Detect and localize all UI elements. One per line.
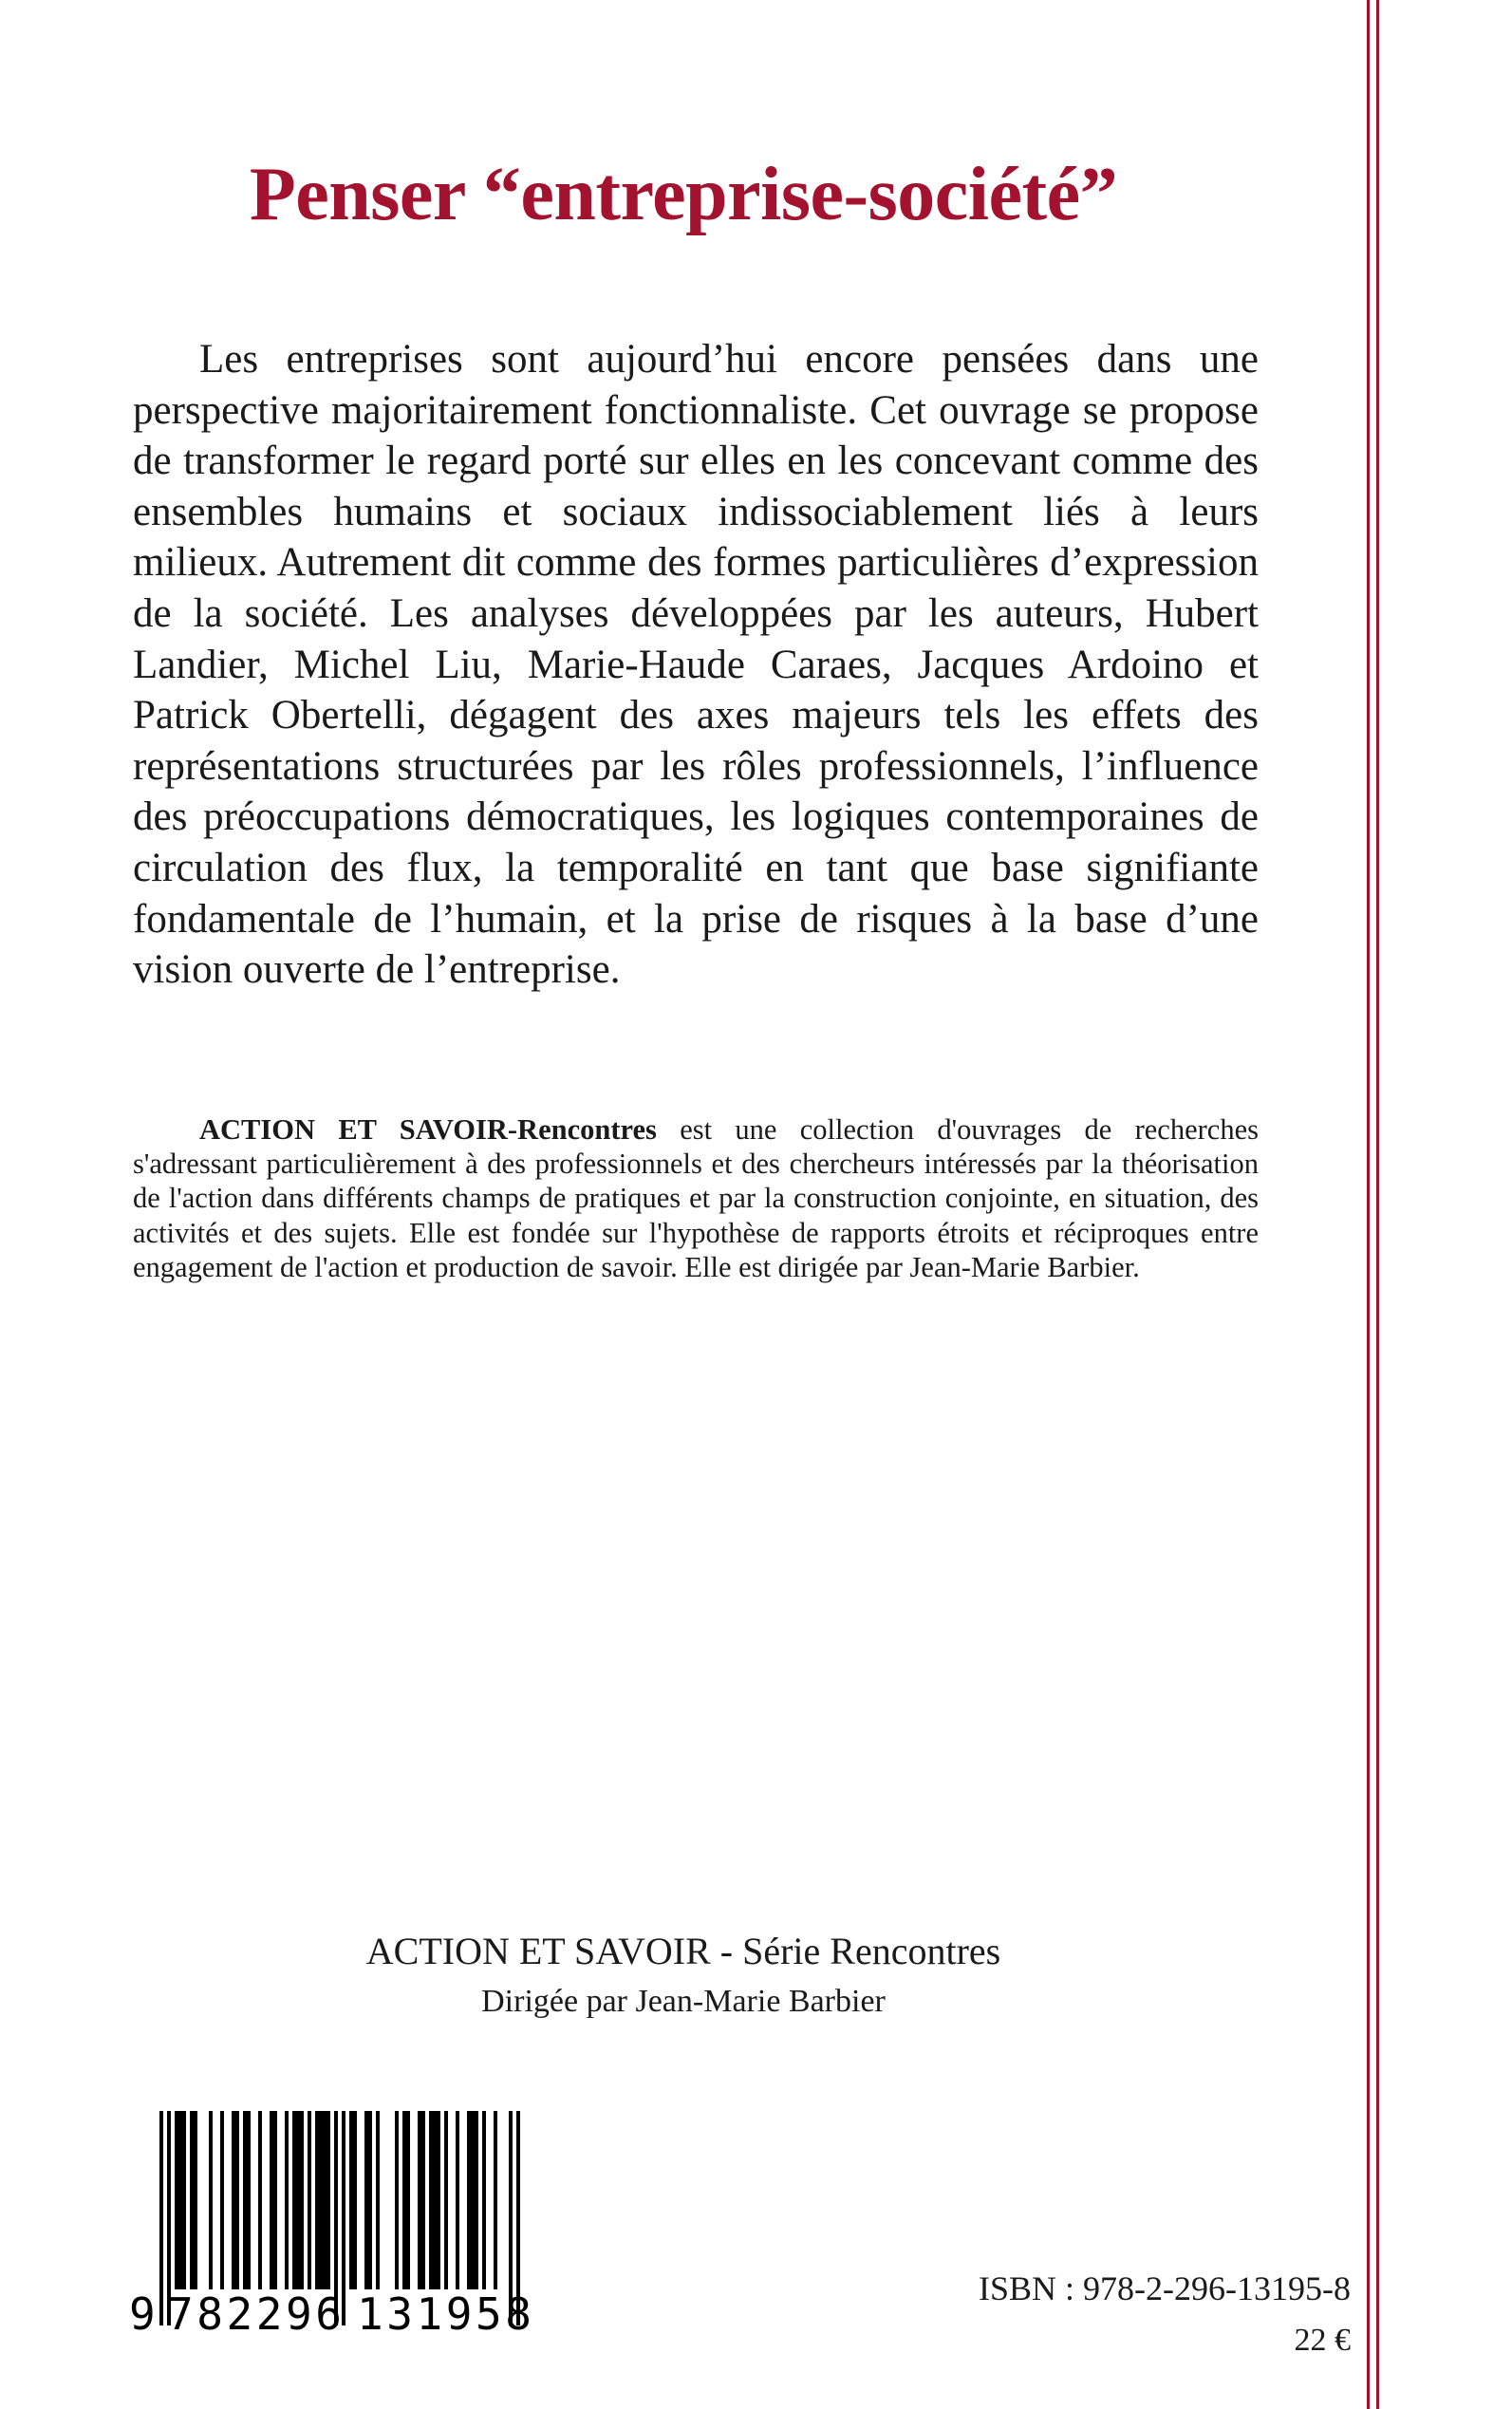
barcode-bar xyxy=(471,2111,475,2289)
barcode-bar xyxy=(395,2111,399,2289)
barcode-bar xyxy=(258,2111,262,2289)
barcode-bar xyxy=(308,2111,311,2289)
barcode-bar xyxy=(437,2111,440,2289)
barcode-bar xyxy=(220,2111,224,2289)
barcode-bar xyxy=(209,2111,213,2289)
barcode-bar xyxy=(353,2111,357,2289)
barcode-bar xyxy=(273,2111,277,2289)
barcode-bar xyxy=(175,2111,178,2289)
collection-text: est une collection d'ouvrages de recherches s'adressant particulièrement à des professionnels et des chercheurs intéressés par la théorisation de l'action dans différents champs de pratiques et par la construction conjointe, en situation, des activités et des sujets. Elle est fondée sur l'hypothèse de rapports étroits et réciproques entre engagement de l'action et production de savoir. Elle est dirigée par Jean-Marie Barbier. xyxy=(133,1113,1259,1283)
barcode-digits-left: 782296 xyxy=(167,2288,342,2337)
series-director: Dirigée par Jean-Marie Barbier xyxy=(481,1984,886,2019)
barcode-bar xyxy=(406,2111,410,2289)
ean-barcode xyxy=(123,2105,558,2337)
barcode-bar xyxy=(243,2111,247,2289)
barcode-bar xyxy=(475,2111,478,2289)
book-price: 22 € xyxy=(1294,2323,1351,2358)
barcode-digit-first: 9 xyxy=(129,2288,156,2337)
isbn-number: ISBN : 978-2-296-13195-8 xyxy=(979,2269,1351,2307)
barcode-bar xyxy=(368,2111,372,2289)
barcode-bar xyxy=(433,2111,437,2289)
barcode-bar xyxy=(182,2111,186,2289)
barcode-bar xyxy=(402,2111,406,2289)
barcode-bar xyxy=(376,2111,380,2289)
barcode-bar xyxy=(296,2111,300,2289)
barcode-digits-right: 131958 xyxy=(357,2288,532,2337)
barcode-bar xyxy=(444,2111,448,2289)
barcode-bar xyxy=(349,2111,353,2289)
barcode-bar xyxy=(247,2111,251,2289)
barcode-bar xyxy=(235,2111,239,2289)
barcode-bar xyxy=(482,2111,486,2289)
inner-border-rule xyxy=(1367,0,1370,2409)
barcode-bar xyxy=(327,2111,330,2289)
book-summary: Les entreprises sont aujourd’hui encore pensées dans une perspective majoritairement fonctionnaliste. Cet ouvrage se propose de transformer le regard porté sur elles en les concevant comme des ensembles humains et sociaux indissociablement liés à leurs milieux. Autrement dit comme des formes particulières d’expression de la société. Les analyses développées par les auteurs, Hubert Landier, Michel Liu, Marie-Haude Caraes, Jacques Ardoino et Patrick Obertelli, dégagent des axes majeurs tels les effets des représentations structurées par les rôles professionnels, l’influence des préoccupations démocratiques, les logiques contemporaines de circulation des flux, la temporalité en tant que base signifiante fondamentale de l’humain, et la prise de risques à la base d’une vision ouverte de l’entreprise. xyxy=(133,337,1259,993)
outer-border-rule xyxy=(1376,0,1379,2409)
barcode-bar xyxy=(456,2111,459,2289)
barcode-bar xyxy=(194,2111,197,2289)
barcode-bar xyxy=(418,2111,421,2289)
barcode-bar xyxy=(429,2111,433,2289)
barcode-bar xyxy=(190,2111,194,2289)
collection-description xyxy=(133,1112,1259,1284)
series-name: ACTION ET SAVOIR - Série Rencontres xyxy=(365,1930,1001,1972)
barcode-bar xyxy=(421,2111,425,2289)
barcode-bar xyxy=(232,2111,235,2289)
book-title: Penser “entreprise-société” xyxy=(249,153,1118,236)
barcode-bar xyxy=(270,2111,273,2289)
barcode-bar xyxy=(323,2111,327,2289)
barcode-bar xyxy=(467,2111,471,2289)
barcode-bar xyxy=(285,2111,289,2289)
barcode-bar xyxy=(319,2111,323,2289)
barcode-bar xyxy=(292,2111,296,2289)
barcode-bar xyxy=(494,2111,497,2289)
collection-name: ACTION ET SAVOIR-Rencontres xyxy=(199,1113,657,1146)
barcode-bar xyxy=(178,2111,182,2289)
barcode-bar xyxy=(300,2111,304,2289)
barcode-bar xyxy=(315,2111,319,2289)
barcode-guard-bar xyxy=(342,2111,345,2325)
barcode-guard-bar xyxy=(159,2111,163,2325)
barcode-bar xyxy=(364,2111,368,2289)
